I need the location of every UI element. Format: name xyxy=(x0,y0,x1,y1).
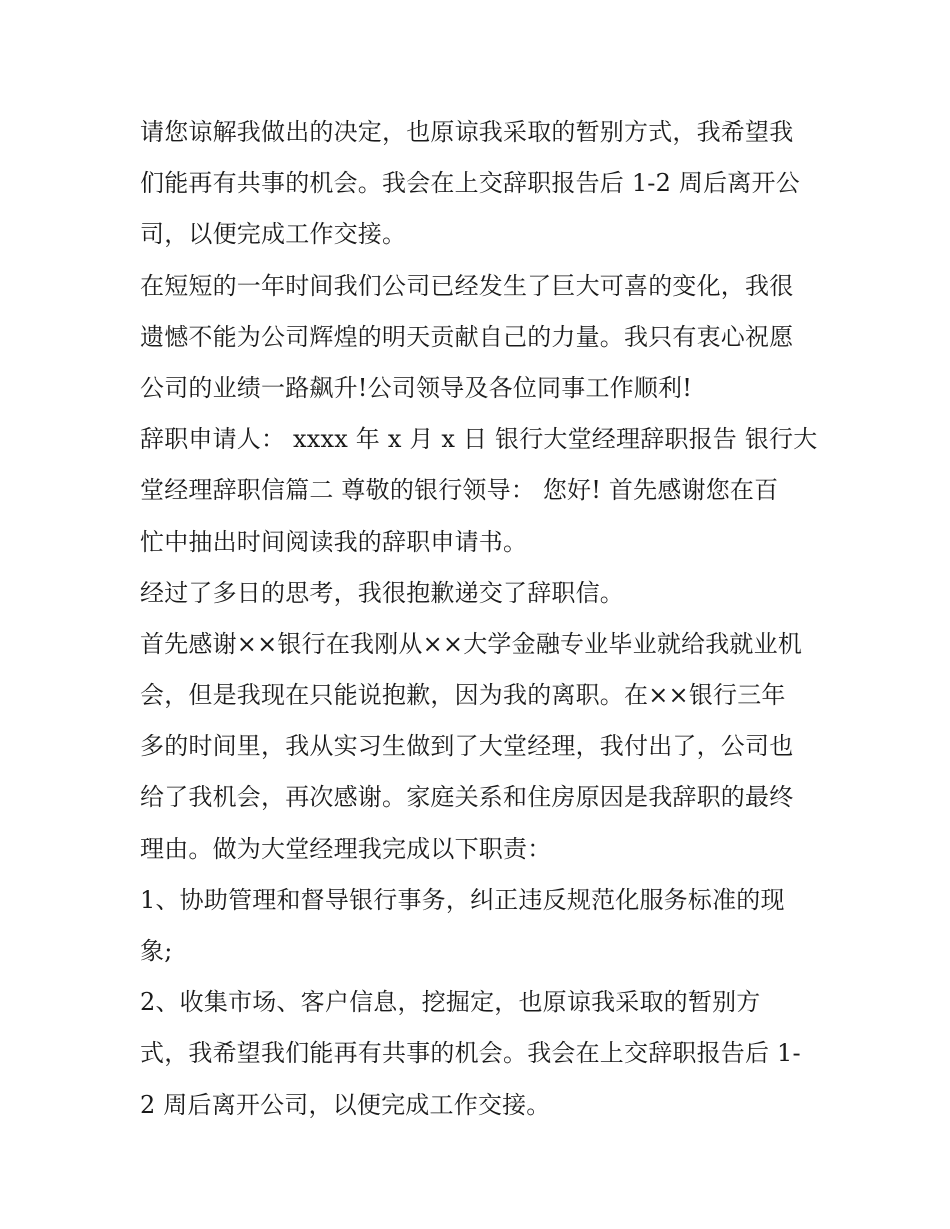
document-body xyxy=(140,107,820,1131)
text-line: 式，我希望我们能再有共事的机会。我会在上交辞职报告后 1- xyxy=(140,1039,801,1068)
text-line: 首先感谢××银行在我刚从××大学金融专业毕业就给我就业机 xyxy=(140,629,803,658)
text-line: 请您谅解我做出的决定，也原谅我采取的暂别方式，我希望我 xyxy=(140,118,794,146)
text-line: 1、协助管理和督导银行事务，纠正违反规范化服务标准的现 xyxy=(140,885,785,914)
text-line: 在短短的一年时间我们公司已经发生了巨大可喜的变化，我很 xyxy=(140,271,794,300)
text-line: 经过了多日的思考，我很抱歉递交了辞职信。 xyxy=(140,578,624,607)
text-line: 理由。做为大堂经理我完成以下职责： xyxy=(140,834,552,863)
text-line: 公司的业绩一路飙升!公司领导及各位同事工作顺利! xyxy=(140,373,693,402)
text-line: 2、收集市场、客户信息，挖掘定，也原谅我采取的暂别方 xyxy=(140,988,761,1017)
text-line: 堂经理辞职信篇二 尊敬的银行领导： 您好! 首先感谢您在百 xyxy=(140,476,779,505)
text-line: 2 周后离开公司，以便完成工作交接。 xyxy=(140,1090,551,1119)
text-line: 给了我机会，再次感谢。家庭关系和住房原因是我辞职的最终 xyxy=(140,783,794,812)
text-line: 忙中抽出时间阅读我的辞职申请书。 xyxy=(140,527,528,556)
text-line: 象; xyxy=(140,937,173,965)
text-line: 们能再有共事的机会。我会在上交辞职报告后 1-2 周后离开公 xyxy=(140,169,800,198)
text-line: 遗憾不能为公司辉煌的明天贡献自己的力量。我只有衷心祝愿 xyxy=(140,322,794,351)
text-line: 辞职申请人： xxxx 年 x 月 x 日 银行大堂经理辞职报告 银行大 xyxy=(140,425,818,454)
text-line: 会，但是我现在只能说抱歉，因为我的离职。在××银行三年 xyxy=(140,681,786,710)
text-line: 多的时间里，我从实习生做到了大堂经理，我付出了，公司也 xyxy=(140,732,794,761)
text-line: 司，以便完成工作交接。 xyxy=(140,220,407,249)
